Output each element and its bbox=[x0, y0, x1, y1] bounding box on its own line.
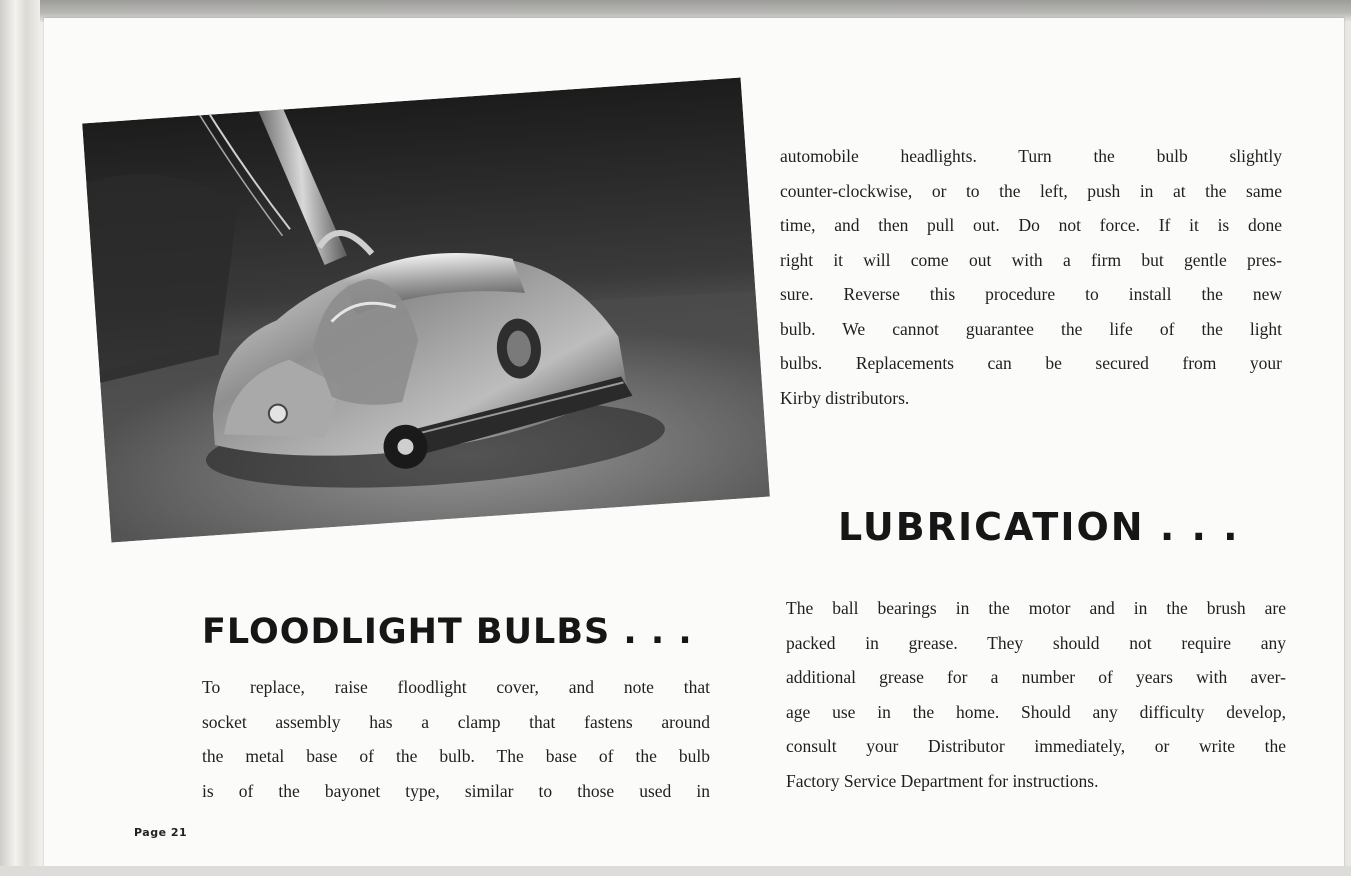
book-page-edge bbox=[0, 0, 44, 876]
text-line: bulbs. Replacements can be secured from your bbox=[780, 353, 1282, 373]
floodlight-instructions-continued bbox=[780, 139, 1282, 415]
text-line: is of the bayonet type, similar to those used in bbox=[202, 780, 710, 801]
text-line: counter-clockwise, or to the left, push in at the same bbox=[780, 180, 1282, 201]
floodlight-bulbs-heading: FLOODLIGHT BULBS . . . bbox=[202, 612, 693, 652]
text-line: To replace, raise floodlight cover, and note that bbox=[202, 677, 710, 697]
text-line: consult your Distributor immediately, or write the bbox=[786, 736, 1286, 756]
text-line: socket assembly has a clamp that fastens around bbox=[202, 711, 710, 732]
text-line: sure. Reverse this procedure to install the new bbox=[780, 284, 1282, 304]
text-line: additional grease for a number of years with aver- bbox=[786, 667, 1286, 687]
text-line: packed in grease. They should not require any bbox=[786, 632, 1286, 653]
text-line: automobile headlights. Turn the bulb slightly bbox=[780, 146, 1282, 166]
text-line: time, and then pull out. Do not force. If it is done bbox=[780, 215, 1282, 235]
vacuum-cleaner-photo bbox=[82, 77, 770, 542]
text-line: right it will come out with a firm but gentle pres- bbox=[780, 249, 1282, 270]
text-line: the metal base of the bulb. The base of the bulb bbox=[202, 746, 710, 766]
text-line: bulb. We cannot guarantee the life of the light bbox=[780, 318, 1282, 339]
text-line: The ball bearings in the motor and in the brush are bbox=[786, 598, 1286, 618]
lubrication-heading: LUBRICATION . . . bbox=[838, 505, 1240, 549]
text-line: Factory Service Department for instructions. bbox=[786, 770, 1099, 791]
floodlight-instructions-text bbox=[202, 670, 710, 808]
vacuum-photo-image bbox=[82, 77, 770, 542]
scan-bottom-edge bbox=[0, 866, 1351, 876]
text-line: Kirby distributors. bbox=[780, 387, 910, 408]
page-number: Page 21 bbox=[134, 826, 188, 839]
text-line: age use in the home. Should any difficulty develop, bbox=[786, 701, 1286, 722]
lubrication-text bbox=[786, 591, 1286, 798]
